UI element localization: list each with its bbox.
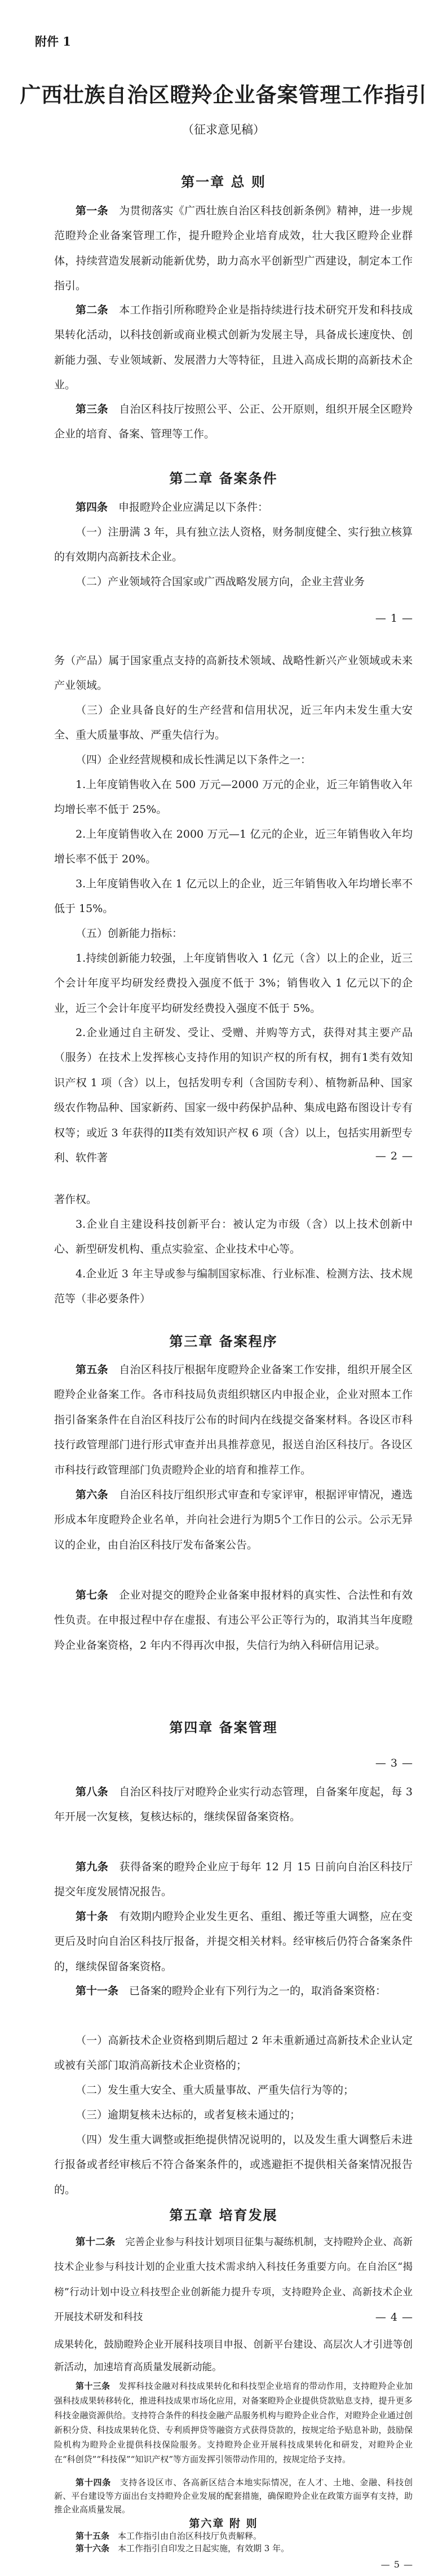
clause-4-4-3: 3.上年度销售收入在 1 亿元以上的企业，近三年销售收入年均增长率不低于 15%。 xyxy=(54,878,413,915)
clause-4-5-2: 2.企业通过自主研发、受让、受赠、并购等方式，获得对其主要产品（服务）在技术上发挥核心支持作用的知识产权的所有权，拥有1类有效知识产权 1 项（含）以上，包括发明专利（含国防专利）、植物新品种、国家级农作物品种、国家新药、国家一级中药保护品种、集成电路布图设计专有权等；或近 3 年获得的II类有效知识产权 6 项（含）以上，包括实用新型专利、软件著 xyxy=(54,1026,413,1165)
clause-4-5-3: 3.企业自主建设科技创新平台：被认定为市级（含）以上技术创新中心、新型研发机构、重点实验室、企业技术中心等。 xyxy=(54,1218,413,1256)
article-text: 本工作指引所称瞪羚企业是指持续进行技术研究开发和科技成果转化活动，以科技创新或商业模式创新为发展主导，具备成长速度快、创新能力强、专业领域新、发展潜力大等特征，且进入高成长期的高新技术企业。 xyxy=(54,304,413,392)
article-number: 第十二条 xyxy=(76,2237,116,2248)
chapter-heading-5: 第五章 培育发展 xyxy=(169,2207,278,2223)
article-4 xyxy=(54,495,413,520)
clause-4-4: （四）企业经营规模和成长性满足以下条件之一： xyxy=(76,754,312,766)
page-number: — 2 — xyxy=(375,1150,413,1162)
chapter-heading-1: 第一章 总 则 xyxy=(181,174,266,190)
article-number: 第一条 xyxy=(76,205,108,217)
clause-11-1: （一）高新技术企业资格到期后超过 2 年未重新通过高新技术企业认定或被有关部门取消高新技术企业资格的； xyxy=(54,2034,413,2072)
article-1 xyxy=(54,198,413,299)
article-number: 第十条 xyxy=(76,1910,108,1923)
clause-4-5: （五）创新能力指标： xyxy=(76,927,183,940)
clause-11-4: （四）发生重大调整或拒绝提供情况说明的，以及发生重大调整后未进行报备或者经审核后不符合备案条件的，或逃避拒不提供相关备案情况报告的。 xyxy=(54,2134,413,2196)
article-number: 第三条 xyxy=(76,403,108,415)
article-10 xyxy=(54,1904,413,1979)
article-3 xyxy=(54,397,413,447)
article-text: 支持各设区市、各高新区结合本地实际情况，在人才、土地、金融、科技创新、平台建设等方面出台支持瞪羚企业发展的配套措施，确保瞪羚企业在政策方面享有支持，助推企业高质量发展。 xyxy=(54,2477,413,2515)
clause-4-4-2: 2.上年度销售收入在 2000 万元—1 亿元的企业，近三年销售收入年均增长率不低于 20%。 xyxy=(54,828,413,866)
page-number: — 4 — xyxy=(375,2311,413,2323)
document-subtitle: （征求意见稿） xyxy=(182,123,265,136)
article-16 xyxy=(54,2542,413,2555)
article-number: 第十六条 xyxy=(76,2543,110,2553)
clause-4-4-1: 1.上年度销售收入在 500 万元—2000 万元的企业，近三年销售收入年均增长率不低于 25%。 xyxy=(54,778,413,816)
article-7 xyxy=(54,1583,413,1658)
chapter-heading-6: 第六章 附 则 xyxy=(189,2517,258,2530)
article-6 xyxy=(54,1482,413,1557)
article-text: 自治区科技厅对瞪羚企业实行动态管理，自备案年度起，每 3 年开展一次复核，复核达标的，继续保留备案资格。 xyxy=(54,1786,413,1823)
clause-4-5-4: 4.企业近 3 年主导或参与编制国家标准、行业标准、检测方法、技术规范等（非必要条件） xyxy=(54,1268,413,1305)
article-text: 发挥科技金融对科技成果转化和科技型企业培育的带动作用，支持瞪羚企业加强科技成果转移转化，推进科技成果市场化应用，对备案瞪羚企业提供贷款贴息支持，提升更多科技金融资源供给。支持符合条件的科技金融产品服务机构与瞪羚企业合作，对瞪羚企业通过创新积分贷、科技成果转化贷、专利质押贷等融资方式获得贷款的，按规定给予贴息补助，鼓励保险机构为瞪羚企业提供科技保险服务。支持瞪羚企业开展科技成果转化和研发，对瞪羚企业在“科创贷”“科技保”“知识产权”等方面发挥引领带动作用的，按规定给予支持。 xyxy=(54,2381,413,2464)
article-13 xyxy=(54,2379,413,2467)
chapter-heading-3: 第三章 备案程序 xyxy=(169,1333,278,1349)
article-text: 获得备案的瞪羚企业应于每年 12 月 15 日前向自治区科技厅提交年度发展情况报告。 xyxy=(54,1861,413,1898)
article-text: 企业对提交的瞪羚企业备案申报材料的真实性、合法性和有效性负责。在申报过程中存在虚报、有违公平公正等行为的，取消其当年度瞪羚企业备案资格，2 年内不得再次申报，失信行为纳入科研信用记录。 xyxy=(54,1589,413,1652)
chapter-heading-2: 第二章 备案条件 xyxy=(169,470,278,486)
article-number: 第十一条 xyxy=(76,1985,119,1997)
page-number: — 5 — xyxy=(380,2559,413,2570)
article-number: 第十三条 xyxy=(76,2381,110,2391)
article-number: 第十五条 xyxy=(76,2531,110,2541)
article-text: 自治区科技厅根据年度瞪羚企业备案工作安排，组织开展全区瞪羚企业备案工作。各市科技局负责组织辖区内申报企业，企业对照本工作指引备案条件在自治区科技厅公布的时间内在线提交备案材料。各设区市科技行政管理部门进行形式审查并出具推荐意见，报送自治区科技厅。各设区市科技行政管理部门负责瞪羚企业的培育和推荐工作。 xyxy=(54,1364,413,1476)
clause-11-2: （二）发生重大安全、重大质量事故、严重失信行为等的； xyxy=(76,2084,355,2096)
article-number: 第五条 xyxy=(76,1364,108,1376)
article-text: 已备案的瞪羚企业有下列行为之一的，取消备案资格： xyxy=(129,1985,387,1997)
attachment-label: 附件 1 xyxy=(35,34,71,48)
article-text: 申报瞪羚企业应满足以下条件： xyxy=(118,501,269,514)
article-8 xyxy=(54,1780,413,1830)
article-number: 第七条 xyxy=(76,1589,108,1601)
article-number: 第八条 xyxy=(76,1786,108,1798)
chapter-heading-4: 第四章 备案管理 xyxy=(169,1719,278,1736)
clause-4-3: （三）企业具备良好的生产经营和信用状况，近三年内未发生重大安全、重大质量事故、严重失信行为。 xyxy=(54,704,413,742)
article-text: 完善企业参与科技计划项目征集与凝练机制，支持瞪羚企业、高新技术企业参与科技计划的企业重大技术需求纳入科技任务重要方向。在自治区“揭榜”行动计划中设立科技型企业创新能力提升专项，支持瞪羚企业、高新技术企业开展技术研发和科技 xyxy=(54,2237,413,2323)
clause-4-2: （二）产业领域符合国家或广西战略发展方向，企业主营业务 xyxy=(76,576,365,588)
clause-4-1: （一）注册满 3 年，具有独立法人资格，财务制度健全、实行独立核算的有效期内高新技术企业。 xyxy=(54,526,413,564)
article-number: 第九条 xyxy=(76,1861,109,1873)
article-text: 本工作指引自印发之日起实施，有效期 3 年。 xyxy=(118,2543,290,2553)
clause-11-3: （三）逾期复核未达标的，或者复核未通过的； xyxy=(76,2109,301,2121)
article-2 xyxy=(54,298,413,398)
clause-4-5-1: 1.持续创新能力较强，上年度销售收入 1 亿元（含）以上的企业，近三个会计年度平均研发经费投入强度不低于 3%；销售收入 1 亿元以下的企业，近三个会计年度平均研发经费投入强度不低于 5%。 xyxy=(54,952,413,1015)
article-15 xyxy=(54,2530,413,2542)
article-text: 自治区科技厅按照公平、公正、公开原则，组织开展全区瞪羚企业的培育、备案、管理等工作。 xyxy=(54,403,413,441)
article-number: 第二条 xyxy=(76,304,108,316)
article-text: 本工作指引由自治区科技厅负责解释。 xyxy=(118,2531,262,2541)
article-text: 为贯彻落实《广西壮族自治区科技创新条例》精神，进一步规范瞪羚企业备案管理工作，提升瞪羚企业培育成效，壮大我区瞪羚企业群体，持续营造发展新动能新优势，助力高水平创新型广西建设，制定本工作指引。 xyxy=(54,205,413,293)
article-number: 第十四条 xyxy=(76,2477,112,2488)
article-text: 自治区科技厅组织形式审查和专家评审，根据评审情况，遴选形成本年度瞪羚企业名单，并向社会进行为期5个工作日的公示。公示无异议的企业，由自治区科技厅发布备案公告。 xyxy=(54,1489,413,1551)
page-number: — 1 — xyxy=(375,612,413,625)
article-text: 有效期内瞪羚企业发生更名、重组、搬迁等重大调整，应在变更后及时向自治区科技厅报备，并提交相关材料。经审核后仍符合备案条件的，继续保留备案资格。 xyxy=(54,1910,413,1973)
article-12 xyxy=(54,2230,413,2330)
article-5 xyxy=(54,1357,413,1482)
clause-4-5-2-cont: 著作权。 xyxy=(54,1193,98,1206)
article-number: 第四条 xyxy=(76,501,108,514)
article-14 xyxy=(54,2476,413,2516)
clause-4-2-cont: 务（产品）属于国家重点支持的高新技术领域、战略性新兴产业领域或未来产业领域。 xyxy=(54,654,413,692)
article-12-cont: 成果转化，鼓励瞪羚企业开展科技项目申报、创新平台建设、高层次人才引进等创新活动，加速培育高质量发展新动能。 xyxy=(54,2339,413,2373)
document-title: 广西壮族自治区瞪羚企业备案管理工作指引 xyxy=(20,82,427,107)
article-9 xyxy=(54,1854,413,1905)
article-number: 第六条 xyxy=(76,1489,108,1501)
article-11 xyxy=(54,1979,413,2003)
page-number: — 3 — xyxy=(375,1757,413,1769)
